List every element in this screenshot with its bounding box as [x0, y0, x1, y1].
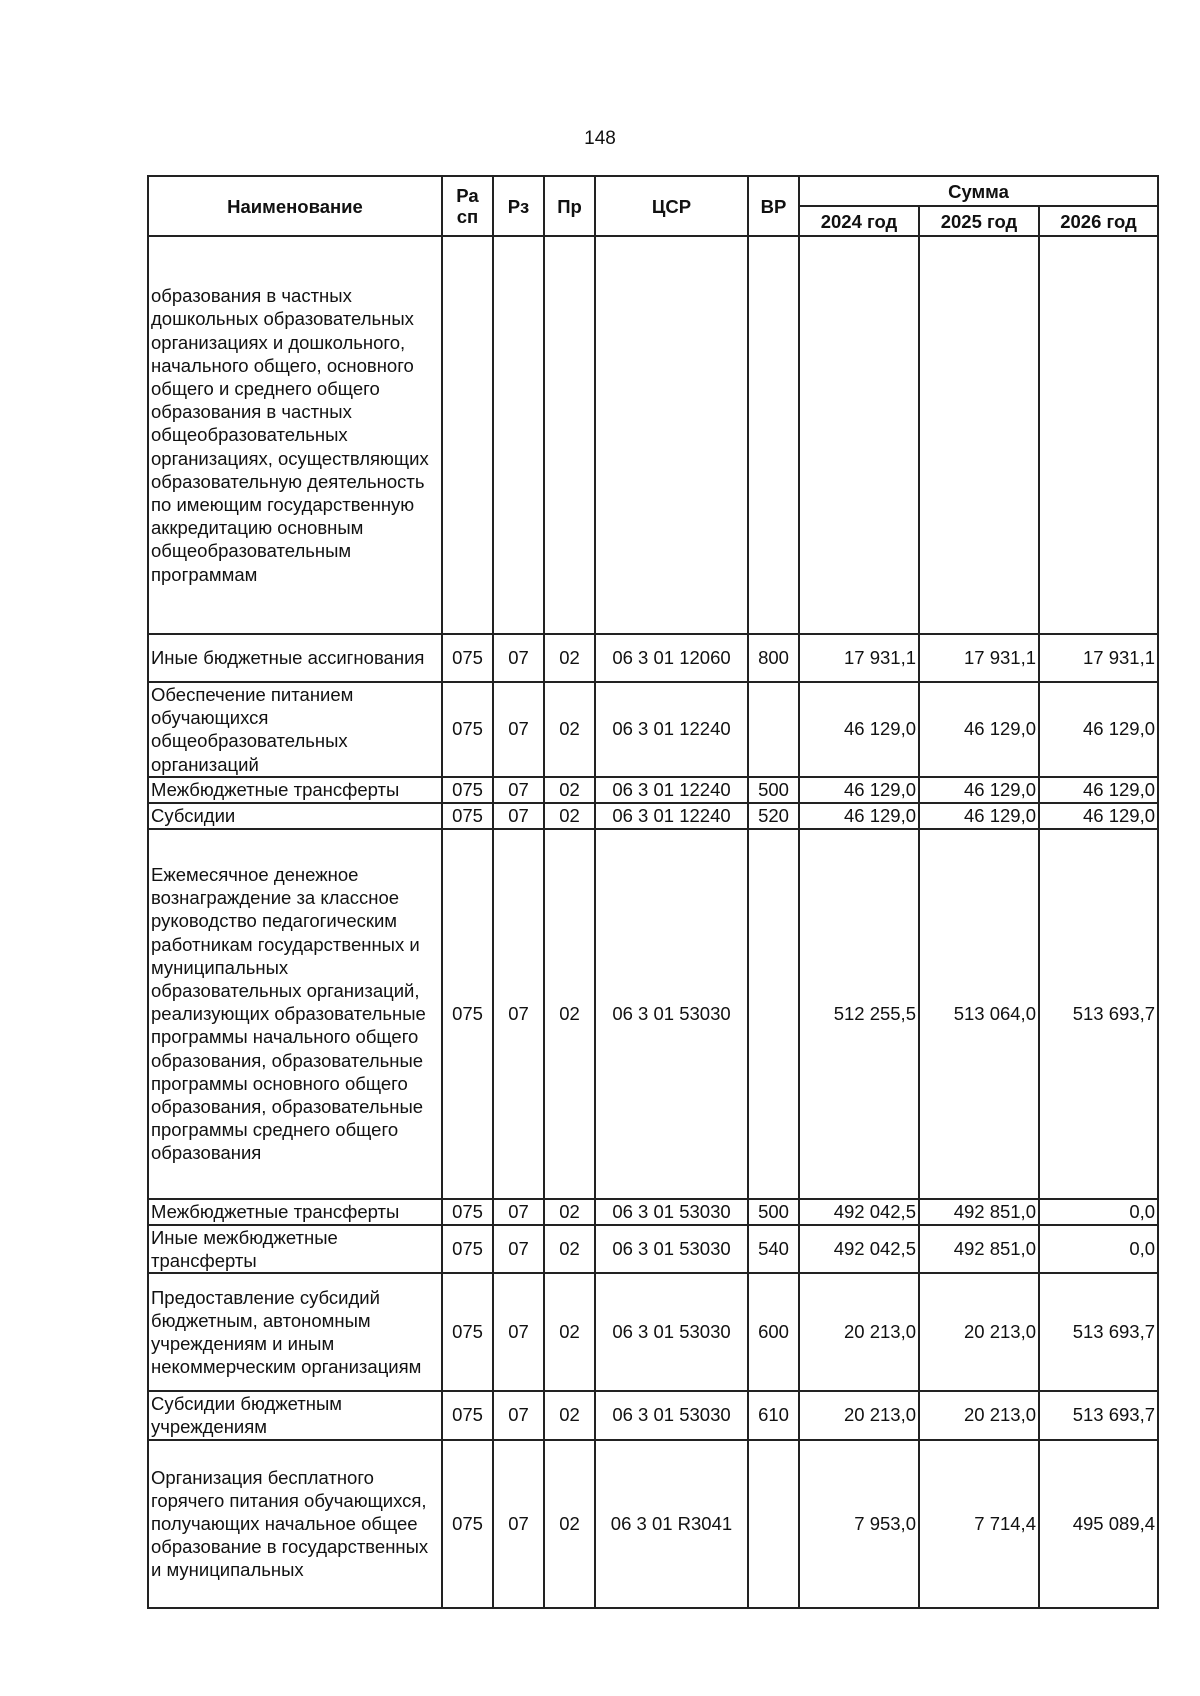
cell-pr: 02: [544, 1199, 595, 1225]
cell-y2024: 46 129,0: [799, 777, 919, 803]
cell-name: Иные межбюджетные трансферты: [148, 1225, 442, 1273]
cell-y2026: 46 129,0: [1039, 777, 1158, 803]
cell-y2025: 492 851,0: [919, 1225, 1039, 1273]
cell-y2025: 46 129,0: [919, 777, 1039, 803]
cell-vr: 500: [748, 1199, 799, 1225]
cell-csr: 06 3 01 12240: [595, 803, 748, 829]
cell-y2024: 492 042,5: [799, 1225, 919, 1273]
cell-csr: [595, 236, 748, 634]
cell-rasp: 075: [442, 682, 493, 777]
cell-y2025: 513 064,0: [919, 829, 1039, 1199]
cell-y2025: 7 714,4: [919, 1440, 1039, 1608]
header-vr: ВР: [748, 176, 799, 236]
cell-name: Субсидии бюджетным учреждениям: [148, 1391, 442, 1439]
cell-pr: 02: [544, 1440, 595, 1608]
cell-y2026: 0,0: [1039, 1199, 1158, 1225]
cell-csr: 06 3 01 53030: [595, 1391, 748, 1439]
cell-vr: [748, 236, 799, 634]
cell-name: Организация бесплатного горячего питания обучающихся, получающих начальное общее образование в государственных и муниципальных: [148, 1440, 442, 1608]
cell-pr: 02: [544, 682, 595, 777]
cell-y2026: 513 693,7: [1039, 1273, 1158, 1391]
cell-name: образования в частных дошкольных образовательных организациях и дошкольного, начального общего, основного общего и среднего общего образования в частных общеобразовательных организациях, осуществляющих образовательную деятельность по имеющим государственную аккредитацию основным общеобразовательным программам: [148, 236, 442, 634]
header-rasp-text: Ра сп: [456, 185, 479, 227]
cell-vr: [748, 1440, 799, 1608]
cell-csr: 06 3 01 53030: [595, 1199, 748, 1225]
cell-rz: 07: [493, 777, 544, 803]
cell-rz: 07: [493, 803, 544, 829]
cell-rasp: [442, 236, 493, 634]
cell-y2025: 46 129,0: [919, 803, 1039, 829]
header-rasp: [442, 176, 493, 236]
cell-y2026: 513 693,7: [1039, 829, 1158, 1199]
table-row: [148, 236, 1158, 634]
cell-rasp: 075: [442, 1225, 493, 1273]
cell-csr: 06 3 01 12240: [595, 682, 748, 777]
table-row: [148, 777, 1158, 803]
table-row: [148, 634, 1158, 682]
cell-rz: 07: [493, 1273, 544, 1391]
cell-y2026: 495 089,4: [1039, 1440, 1158, 1608]
cell-rz: 07: [493, 1391, 544, 1439]
cell-vr: 500: [748, 777, 799, 803]
cell-y2025: [919, 236, 1039, 634]
header-pr: Пр: [544, 176, 595, 236]
header-rz: Рз: [493, 176, 544, 236]
cell-rasp: 075: [442, 1199, 493, 1225]
table-row: [148, 682, 1158, 777]
cell-name: Предоставление субсидий бюджетным, автономным учреждениям и иным некоммерческим организациям: [148, 1273, 442, 1391]
cell-rasp: 075: [442, 777, 493, 803]
cell-name: Субсидии: [148, 803, 442, 829]
table-row: [148, 1391, 1158, 1439]
cell-pr: 02: [544, 803, 595, 829]
cell-y2024: 512 255,5: [799, 829, 919, 1199]
cell-vr: [748, 682, 799, 777]
cell-rz: 07: [493, 1225, 544, 1273]
cell-y2024: 17 931,1: [799, 634, 919, 682]
cell-y2026: 513 693,7: [1039, 1391, 1158, 1439]
cell-name: Межбюджетные трансферты: [148, 777, 442, 803]
cell-pr: 02: [544, 1391, 595, 1439]
cell-csr: 06 3 01 12240: [595, 777, 748, 803]
cell-rasp: 075: [442, 829, 493, 1199]
cell-name: Иные бюджетные ассигнования: [148, 634, 442, 682]
cell-rasp: 075: [442, 803, 493, 829]
cell-pr: 02: [544, 1225, 595, 1273]
cell-vr: 600: [748, 1273, 799, 1391]
table-row: [148, 1273, 1158, 1391]
header-2024: 2024 год: [799, 206, 919, 236]
cell-rasp: 075: [442, 1440, 493, 1608]
table-row: [148, 803, 1158, 829]
cell-y2025: 46 129,0: [919, 682, 1039, 777]
cell-rasp: 075: [442, 1273, 493, 1391]
header-name: Наименование: [148, 176, 442, 236]
budget-table: [147, 175, 1159, 1609]
cell-vr: [748, 829, 799, 1199]
cell-csr: 06 3 01 53030: [595, 829, 748, 1199]
cell-vr: 540: [748, 1225, 799, 1273]
cell-y2024: 46 129,0: [799, 803, 919, 829]
cell-rasp: 075: [442, 634, 493, 682]
cell-y2025: 492 851,0: [919, 1199, 1039, 1225]
cell-vr: 800: [748, 634, 799, 682]
cell-vr: 610: [748, 1391, 799, 1439]
cell-csr: 06 3 01 12060: [595, 634, 748, 682]
cell-y2024: 7 953,0: [799, 1440, 919, 1608]
cell-csr: 06 3 01 53030: [595, 1273, 748, 1391]
header-sum: Сумма: [799, 176, 1158, 206]
table-row: [148, 1225, 1158, 1273]
cell-pr: 02: [544, 1273, 595, 1391]
cell-rz: [493, 236, 544, 634]
cell-y2026: [1039, 236, 1158, 634]
header-csr: ЦСР: [595, 176, 748, 236]
cell-vr: 520: [748, 803, 799, 829]
table-row: [148, 1440, 1158, 1608]
cell-pr: 02: [544, 777, 595, 803]
cell-y2024: [799, 236, 919, 634]
cell-name: Обеспечение питанием обучающихся общеобразовательных организаций: [148, 682, 442, 777]
cell-rz: 07: [493, 1199, 544, 1225]
cell-y2024: 46 129,0: [799, 682, 919, 777]
cell-rz: 07: [493, 1440, 544, 1608]
cell-csr: 06 3 01 53030: [595, 1225, 748, 1273]
cell-y2024: 20 213,0: [799, 1391, 919, 1439]
cell-y2024: 492 042,5: [799, 1199, 919, 1225]
cell-name: Межбюджетные трансферты: [148, 1199, 442, 1225]
cell-y2026: 46 129,0: [1039, 682, 1158, 777]
cell-pr: 02: [544, 829, 595, 1199]
cell-y2025: 20 213,0: [919, 1273, 1039, 1391]
cell-y2026: 17 931,1: [1039, 634, 1158, 682]
table-row: [148, 829, 1158, 1199]
cell-pr: [544, 236, 595, 634]
cell-csr: 06 3 01 R3041: [595, 1440, 748, 1608]
cell-rz: 07: [493, 829, 544, 1199]
header-2026: 2026 год: [1039, 206, 1158, 236]
cell-name: Ежемесячное денежное вознаграждение за классное руководство педагогическим работникам государственных и муниципальных образовательных организаций, реализующих образовательные программы начального общего образования, образовательные программы основного общего образования, образовательные программы среднего общего образования: [148, 829, 442, 1199]
cell-y2025: 20 213,0: [919, 1391, 1039, 1439]
cell-y2024: 20 213,0: [799, 1273, 919, 1391]
table-row: [148, 1199, 1158, 1225]
cell-y2026: 46 129,0: [1039, 803, 1158, 829]
cell-y2025: 17 931,1: [919, 634, 1039, 682]
page-number: 148: [584, 128, 616, 149]
header-2025: 2025 год: [919, 206, 1039, 236]
cell-y2026: 0,0: [1039, 1225, 1158, 1273]
cell-rz: 07: [493, 682, 544, 777]
cell-rz: 07: [493, 634, 544, 682]
cell-rasp: 075: [442, 1391, 493, 1439]
cell-pr: 02: [544, 634, 595, 682]
